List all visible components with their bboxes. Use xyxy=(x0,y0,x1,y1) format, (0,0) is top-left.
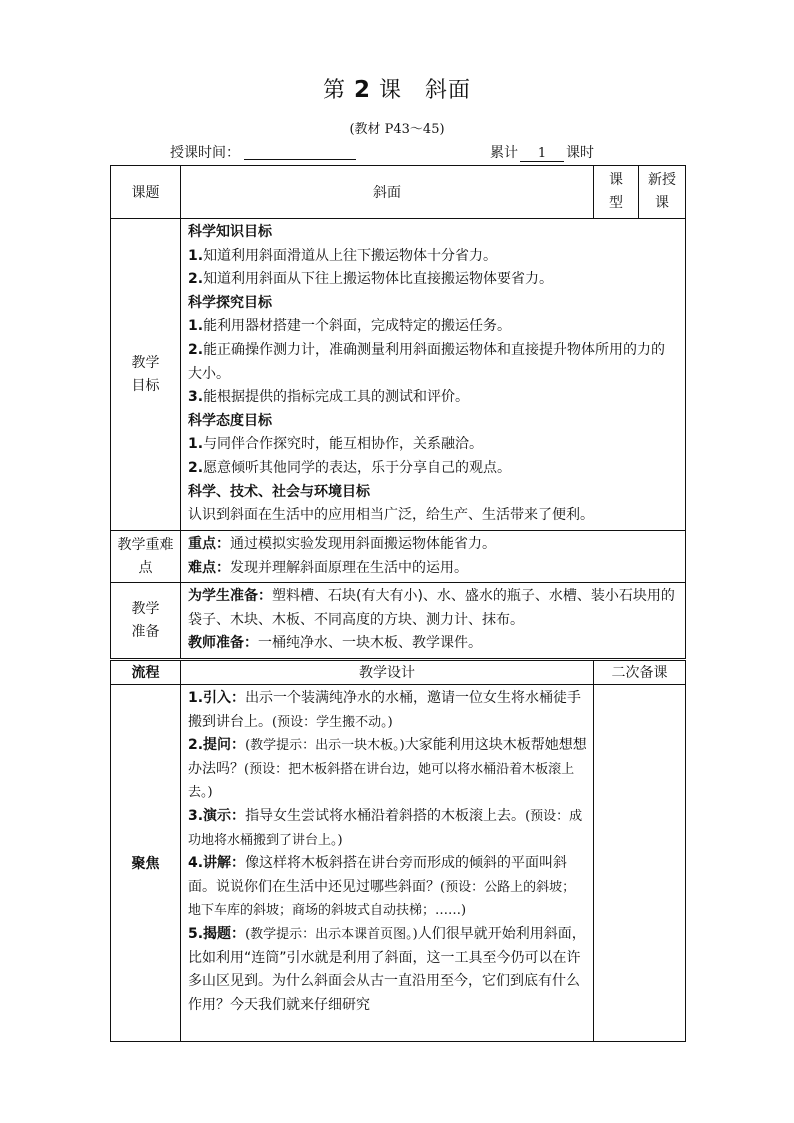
step-demo: 3.演示：指导女生尝试将水桶沿着斜搭的木板滚上去。(预设：成功地将水桶搬到了讲台上。) xyxy=(188,807,583,848)
goal-item: 2.知道利用斜面从下往上搬运物体比直接搬运物体要省力。 xyxy=(188,271,554,288)
goal-item: 1.知道利用斜面滑道从上往下搬运物体十分省力。 xyxy=(188,247,498,264)
textbook-pages: (教材 P43～45) xyxy=(349,122,445,137)
goal-heading: 科学探究目标 xyxy=(188,294,272,311)
total-label: 累计 xyxy=(490,145,518,161)
teaching-time-blank xyxy=(244,145,356,160)
row-preparation xyxy=(111,583,686,660)
lesson-type-value: 新授课 xyxy=(639,166,686,219)
process-header: 流程 xyxy=(111,659,181,684)
goal-heading: 科学、技术、社会与环境目标 xyxy=(188,483,370,500)
focus-content xyxy=(181,684,594,1041)
goal-heading: 科学知识目标 xyxy=(188,224,272,240)
row-key-points xyxy=(111,531,686,583)
difficult-point: 难点：发现并理解斜面原理在生活中的运用。 xyxy=(188,559,468,576)
title-prefix: 第 xyxy=(322,78,346,103)
goal-item: 1.与同伴合作探究时，能互相协作，关系融洽。 xyxy=(188,436,484,453)
title-number: 2 xyxy=(353,77,371,103)
step-intro: 1.引入：出示一个装满纯净水的水桶，邀请一位女生将水桶徒手搬到讲台上。(预设：学生搬不动。) xyxy=(188,689,582,730)
total-unit: 课时 xyxy=(566,145,594,161)
preparation-label: 教学准备 xyxy=(111,583,181,660)
student-preparation: 为学生准备：塑料槽、石块(有大有小)、水、盛水的瓶子、水槽、装小石块用的袋子、木块、木板、不同高度的方块、测力计、抹布。 xyxy=(188,588,675,628)
focus-label: 聚焦 xyxy=(111,684,181,1041)
row-goals xyxy=(111,219,686,531)
goal-item: 2.能正确操作测力计，准确测量利用斜面搬运物体和直接提升物体所用的力的大小。 xyxy=(188,341,666,382)
teacher-preparation: 教师准备：一桶纯净水、一块木板、教学课件。 xyxy=(188,635,482,652)
total-value: 1 xyxy=(520,146,564,162)
goal-item: 认识到斜面在生活中的应用相当广泛，给生产、生活带来了便利。 xyxy=(188,507,594,524)
second-prep-cell xyxy=(594,684,686,1041)
goal-heading: 科学态度目标 xyxy=(188,412,272,429)
topic-label: 课题 xyxy=(111,166,181,219)
teaching-time-label: 授课时间： xyxy=(170,145,240,161)
goals-content xyxy=(181,219,686,531)
goal-item: 3.能根据提供的指标完成工具的测试和评价。 xyxy=(188,389,470,406)
goal-item: 1.能利用器材搭建一个斜面，完成特定的搬运任务。 xyxy=(188,318,512,335)
goal-item: 2.愿意倾听其他同学的表达，乐于分享自己的观点。 xyxy=(188,459,512,476)
lesson-plan-table xyxy=(110,165,686,1042)
step-question: 2.提问：(教学提示：出示一块木板。)大家能利用这块木板帮她想想办法吗？(预设：把木板斜搭在讲台边，她可以将水桶沿着木板滚上去。) xyxy=(188,737,587,801)
step-reveal: 5.揭题：(教学提示：出示本课首页图。)人们很早就开始利用斜面，比如利用“连筒”引水就是利用了斜面，这一工具至今仍可以在许多山区见到。为什么斜面会从古一直沿用至今，它们到底有什么作用？今天我们就来仔细研究 xyxy=(188,925,586,1013)
lesson-type-label: 课型 xyxy=(594,166,639,219)
goals-label: 教学目标 xyxy=(111,219,181,531)
key-point: 重点：通过模拟实验发现用斜面搬运物体能省力。 xyxy=(188,536,496,552)
row-section-head xyxy=(111,659,686,684)
teaching-time xyxy=(170,142,356,162)
preparation-content xyxy=(181,583,686,660)
row-focus xyxy=(111,684,686,1041)
topic-value: 斜面 xyxy=(181,166,594,219)
key-points-label: 教学重难点 xyxy=(111,531,181,583)
design-header: 教学设计 xyxy=(181,659,594,684)
step-explain: 4.讲解：像这样将木板斜搭在讲台旁而形成的倾斜的平面叫斜面。说说你们在生活中还见过哪些斜面？(预设：公路上的斜坡；地下车库的斜坡；商场的斜坡式自动扶梯；……) xyxy=(188,855,576,919)
second-prep-header: 二次备课 xyxy=(594,659,686,684)
lesson-title xyxy=(0,73,794,104)
lesson-meta xyxy=(170,142,630,162)
total-periods xyxy=(490,142,594,162)
row-topic xyxy=(111,166,686,219)
key-points-content xyxy=(181,531,686,583)
title-suffix: 课 斜面 xyxy=(379,78,472,103)
